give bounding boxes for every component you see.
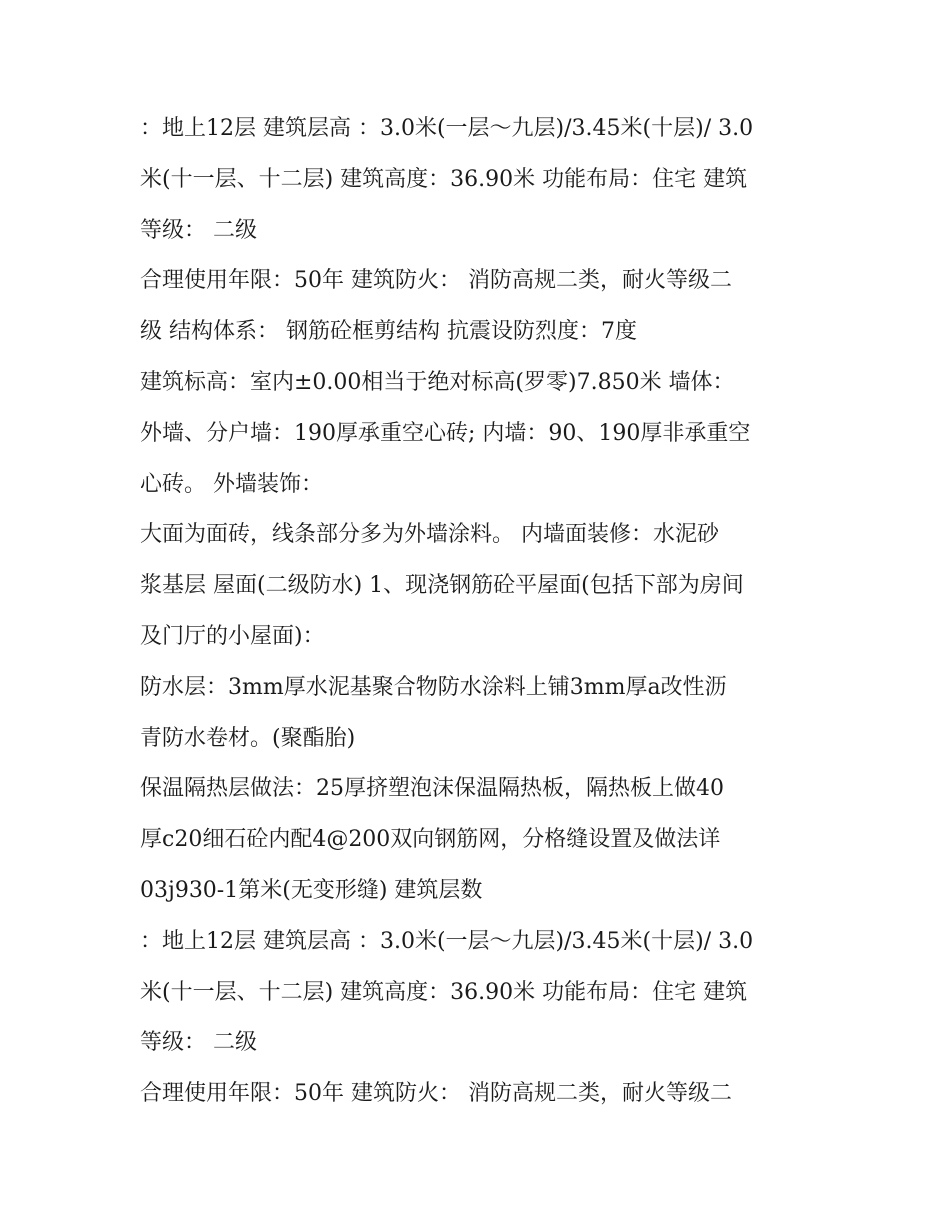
document-body [140, 104, 820, 1120]
text-line: 及门厅的小屋面)： [140, 623, 325, 649]
text-line: 外墙、分户墙：190厚承重空心砖; 内墙：90、190厚非承重空 [140, 420, 751, 446]
text-line: ：地上12层 建筑层高 ：3.0米(一层～九层)/3.45米(十层)/ 3.0 [140, 116, 754, 141]
text-line: 等级： 二级 [140, 217, 257, 243]
text-line: 防水层：3mm厚水泥基聚合物防水涂料上铺3mm厚a改性沥 [140, 674, 727, 700]
text-line: 米(十一层、十二层) 建筑高度：36.90米 功能布局：住宅 建筑 [140, 979, 748, 1005]
text-line: 米(十一层、十二层) 建筑高度：36.90米 功能布局：住宅 建筑 [140, 166, 748, 192]
text-line: 浆基层 屋面(二级防水) 1、现浇钢筋砼平屋面(包括下部为房间 [140, 573, 744, 599]
text-line: 03j930-1第米(无变形缝) 建筑层数 [140, 877, 483, 903]
text-line: 厚c20细石砼内配4@200双向钢筋网，分格缝设置及做法详 [140, 827, 721, 853]
text-line: ：地上12层 建筑层高 ：3.0米(一层～九层)/3.45米(十层)/ 3.0 [140, 928, 754, 954]
text-line: 建筑标高：室内±0.00相当于绝对标高(罗零)7.850米 墙体： [140, 369, 735, 395]
text-line: 等级： 二级 [140, 1030, 257, 1056]
text-line: 青防水卷材。(聚酯胎) [140, 725, 356, 751]
text-line: 心砖。 外墙装饰： [140, 471, 323, 497]
text-line: 保温隔热层做法：25厚挤塑泡沫保温隔热板，隔热板上做40 [140, 776, 724, 802]
text-line: 大面为面砖，线条部分多为外墙涂料。 内墙面装修：水泥砂 [140, 522, 719, 548]
text-line: 合理使用年限：50年 建筑防火： 消防高规二类，耐火等级二 [140, 1081, 732, 1107]
text-line: 合理使用年限：50年 建筑防火： 消防高规二类，耐火等级二 [140, 268, 732, 294]
text-line: 级 结构体系： 钢筋砼框剪结构 抗震设防烈度：7度 [140, 319, 637, 345]
